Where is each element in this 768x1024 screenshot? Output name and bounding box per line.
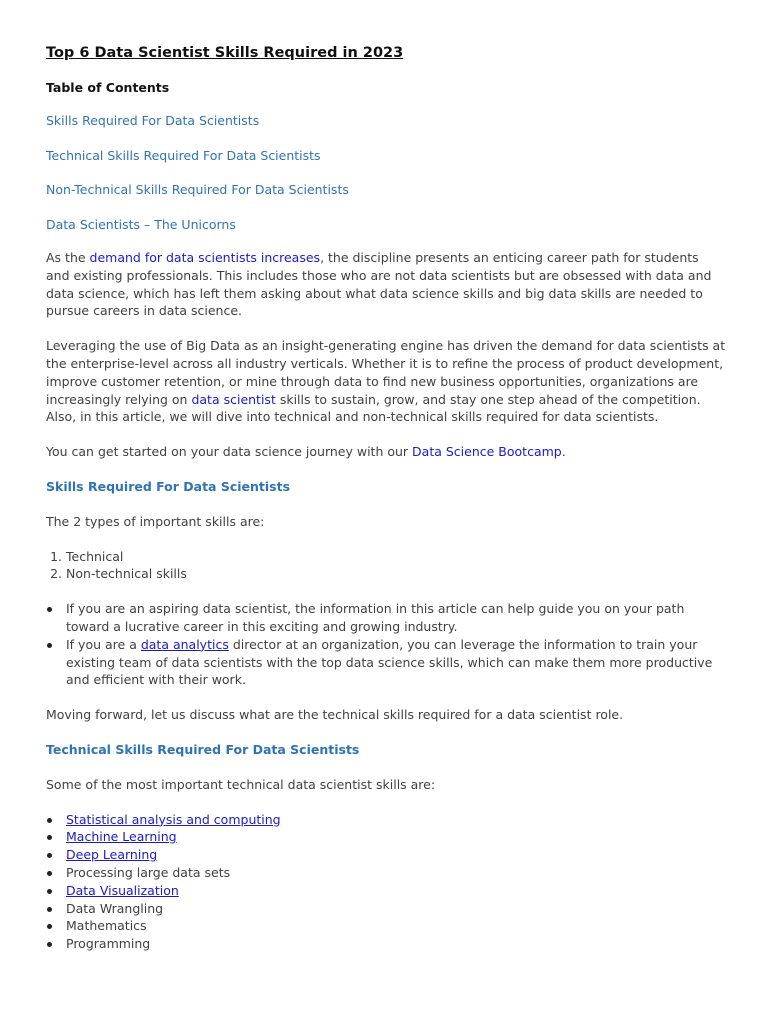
list-item <box>66 900 726 918</box>
technical-lead: Some of the most important technical data scientist skills are: <box>46 776 436 792</box>
demand-link[interactable]: demand for data scientists increases <box>89 249 321 265</box>
toc-link-skills[interactable]: Skills Required For Data Scientists <box>46 112 260 128</box>
intro-paragraph-3 <box>46 443 726 461</box>
technical-skills-list <box>46 811 726 953</box>
intro-p3-text-post: . <box>561 444 566 460</box>
list-item <box>66 828 726 846</box>
list-item: If you are an aspiring data scientist, the information in this article can help guide you on your path toward a lucrative career in this exciting and growing industry. <box>66 600 726 636</box>
skill-text-programming: Programming <box>66 936 151 952</box>
list-item <box>66 846 726 864</box>
document-page <box>46 42 726 953</box>
document-title: Top 6 Data Scientist Skills Required in 2023 <box>46 45 404 61</box>
skill-link-data-visualization[interactable]: Data Visualization <box>66 882 179 898</box>
intro-p1-text-post: , the discipline presents an enticing career path for students and existing professionals. This includes those who are not data scientists but are obsessed with data and data science, which has left them asking about what data science skills and big data skills are needed to pursue careers in data science. <box>46 249 712 319</box>
moving-forward-paragraph: Moving forward, let us discuss what are the technical skills required for a data scientist role. <box>46 707 624 723</box>
skills-lead: The 2 types of important skills are: <box>46 513 265 529</box>
toc-link-unicorns[interactable]: Data Scientists – The Unicorns <box>46 217 236 233</box>
skills-section-heading: Skills Required For Data Scientists <box>46 478 291 494</box>
skill-link-statistical-analysis[interactable]: Statistical analysis and computing <box>66 811 281 827</box>
intro-p2-text-pre: Leveraging the use of Big Data as an insight-generating engine has driven the demand for data scientists at the enterprise-level across all industry verticals. Whether it is to refine the process of product development, improve customer retention, or mine through data to find new business opportunities, organizations are increasingly relying on <box>46 338 726 407</box>
skill-types-list <box>46 548 726 584</box>
list-item: 1. Technical <box>66 548 726 566</box>
technical-section-heading: Technical Skills Required For Data Scientists <box>46 741 360 757</box>
list-item <box>66 882 726 900</box>
skill-link-machine-learning[interactable]: Machine Learning <box>66 829 177 845</box>
list-item: 2. Non-technical skills <box>66 565 726 583</box>
list-item <box>66 811 726 829</box>
data-analytics-link[interactable]: data analytics <box>140 636 229 652</box>
intro-p2-text-post: skills to sustain, grow, and stay one step ahead of the competition. Also, in this article, we will dive into technical and non-technical skills required for data scientists. <box>46 391 701 425</box>
intro-paragraph-1 <box>46 249 726 320</box>
intro-p3-text-pre: You can get started on your data science journey with our <box>46 444 413 460</box>
skill-text-mathematics: Mathematics <box>66 918 147 934</box>
bootcamp-link[interactable]: Data Science Bootcamp <box>412 444 562 460</box>
list-item <box>66 935 726 953</box>
bullet2-text-pre: If you are a <box>66 636 141 652</box>
list-item <box>66 917 726 935</box>
skill-text-data-wrangling: Data Wrangling <box>66 900 164 916</box>
skill-link-deep-learning[interactable]: Deep Learning <box>66 847 158 863</box>
skill-text-large-data: Processing large data sets <box>66 864 231 880</box>
intro-paragraph-2 <box>46 337 726 426</box>
data-scientist-link[interactable]: data scientist <box>191 391 276 407</box>
bullet2-text-post: director at an organization, you can leverage the information to train your existing team of data scientists with the top data science skills, which can make them more productive and efficient with their work. <box>66 636 713 688</box>
list-item <box>66 636 726 689</box>
toc-link-technical[interactable]: Technical Skills Required For Data Scientists <box>46 147 321 163</box>
audience-bullets <box>46 600 726 689</box>
intro-p1-text-pre: As the <box>46 249 90 265</box>
toc-link-non-technical[interactable]: Non-Technical Skills Required For Data Scientists <box>46 182 349 198</box>
toc-heading: Table of Contents <box>46 80 170 95</box>
list-item <box>66 864 726 882</box>
